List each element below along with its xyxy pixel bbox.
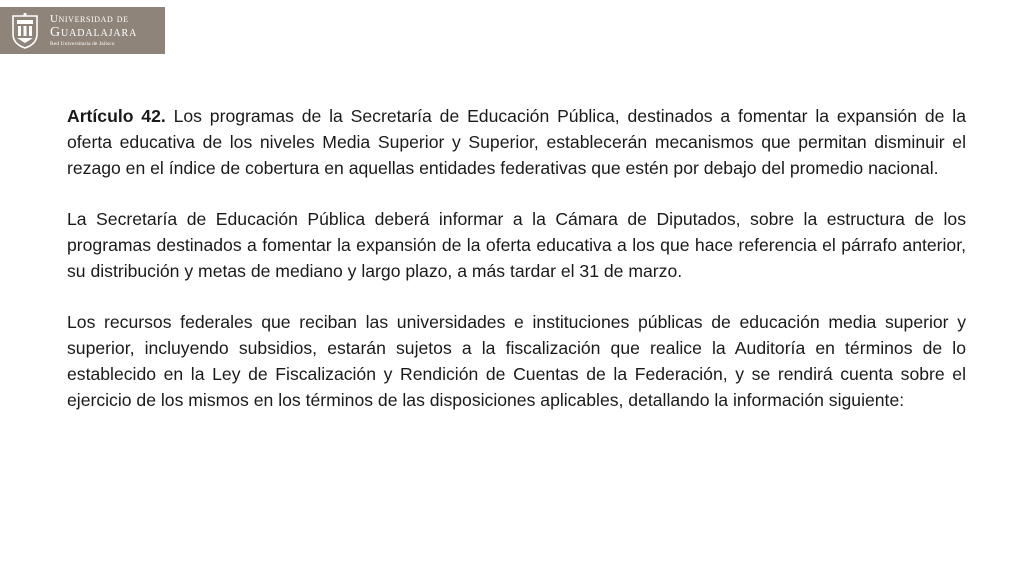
paragraph-text: La Secretaría de Educación Pública deberá informar a la Cámara de Diputados, sobre la estructura de los programas destinados a fomentar la expansión de la oferta educativa a los que hace referencia el párrafo anterior, su distribución y metas de mediano y largo plazo, a más tardar el 31 de marzo.: [67, 209, 966, 281]
paragraph-report-requirement: [67, 207, 966, 284]
paragraph-article-42: [67, 104, 966, 181]
logo-line-1: Universidad de: [50, 12, 129, 25]
university-logo: [0, 7, 165, 54]
document-body: [67, 104, 966, 439]
article-heading: Artículo 42.: [67, 106, 166, 126]
logo-line-2: Guadalajara: [50, 24, 138, 40]
university-seal-icon: [10, 12, 40, 50]
paragraph-federal-resources: [67, 310, 966, 413]
paragraph-text: Los programas de la Secretaría de Educación Pública, destinados a fomentar la expansión de la oferta educativa de los niveles Media Superior y Superior, establecerán mecanismos que permitan disminuir el rezago en el índice de cobertura en aquellas entidades federativas que estén por debajo del promedio nacional.: [67, 106, 966, 178]
paragraph-text: Los recursos federales que reciban las universidades e instituciones públicas de educación media superior y superior, incluyendo subsidios, estarán sujetos a la fiscalización que realice la Auditoría en términos de lo establecido en la Ley de Fiscalización y Rendición de Cuentas de la Federación, y se rendirá cuenta sobre el ejercicio de los mismos en los términos de las disposiciones aplicables, detallando la información siguiente:: [67, 312, 966, 410]
logo-wordmark: [50, 14, 137, 48]
logo-line-3: Red Universitaria de Jalisco: [50, 40, 115, 47]
